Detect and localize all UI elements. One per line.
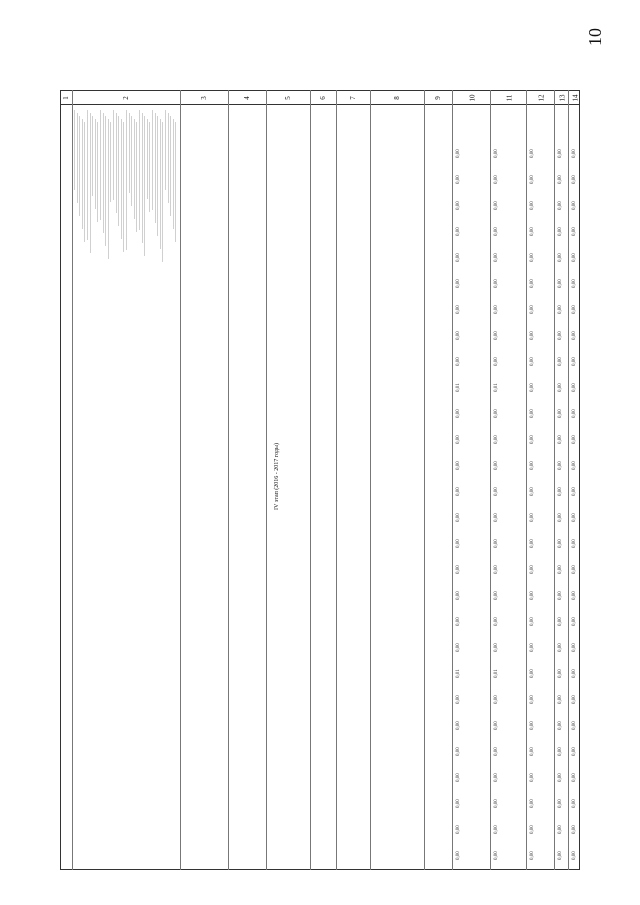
value-cell: 0,00 <box>456 331 461 340</box>
column-divider <box>72 90 73 870</box>
value-cell: 0,00 <box>456 799 461 808</box>
value-cell: 0,00 <box>530 695 535 704</box>
row-text-mark <box>79 116 80 216</box>
column-divider <box>526 90 527 870</box>
value-cell: 0,00 <box>572 305 577 314</box>
value-cell: 0,00 <box>530 227 535 236</box>
value-cell: 0,00 <box>530 383 535 392</box>
value-cell: 0,00 <box>456 227 461 236</box>
value-cell: 0,00 <box>572 253 577 262</box>
value-cell: 0,00 <box>530 721 535 730</box>
value-cell: 0,00 <box>558 799 563 808</box>
column-divider <box>490 90 491 870</box>
value-cell: 0,00 <box>572 487 577 496</box>
value-cell: 0,00 <box>558 539 563 548</box>
value-cell: 0,00 <box>558 565 563 574</box>
value-cell: 0,00 <box>558 201 563 210</box>
row-text-mark <box>116 113 117 213</box>
value-cell: 0,00 <box>572 331 577 340</box>
value-cell: 0,00 <box>530 591 535 600</box>
row-text-mark <box>142 113 143 243</box>
value-cell: 0,00 <box>494 539 499 548</box>
value-cell: 0,00 <box>558 227 563 236</box>
row-text-mark <box>121 119 122 239</box>
value-cell: 0,00 <box>530 851 535 860</box>
value-cell: 0,00 <box>530 461 535 470</box>
value-cell: 0,01 <box>456 383 461 392</box>
value-cell: 0,00 <box>558 175 563 184</box>
value-cell: 0,00 <box>530 513 535 522</box>
column-divider <box>180 90 181 870</box>
value-cell: 0,01 <box>494 669 499 678</box>
column-header: 14 <box>571 94 580 102</box>
column-header: 12 <box>537 94 546 102</box>
value-cell: 0,00 <box>530 825 535 834</box>
value-cell: 0,00 <box>530 773 535 782</box>
value-cell: 0,00 <box>494 279 499 288</box>
column-divider <box>370 90 371 870</box>
value-cell: 0,00 <box>456 851 461 860</box>
value-cell: 0,00 <box>456 201 461 210</box>
column-header: 10 <box>468 94 477 102</box>
value-cell: 0,00 <box>572 591 577 600</box>
value-cell: 0,00 <box>456 539 461 548</box>
column-divider <box>554 90 555 870</box>
value-cell: 0,00 <box>530 149 535 158</box>
value-cell: 0,00 <box>572 461 577 470</box>
value-cell: 0,00 <box>572 383 577 392</box>
row-text-mark <box>118 116 119 226</box>
value-cell: 0,00 <box>494 461 499 470</box>
column-header: 1 <box>61 96 70 100</box>
table-top-border <box>60 90 580 91</box>
value-cell: 0,00 <box>494 591 499 600</box>
value-cell: 0,00 <box>558 487 563 496</box>
value-cell: 0,00 <box>530 357 535 366</box>
column-header: 13 <box>558 94 567 102</box>
row-text-mark <box>74 110 75 190</box>
value-cell: 0,00 <box>558 591 563 600</box>
value-cell: 0,00 <box>494 201 499 210</box>
row-text-mark <box>160 119 161 249</box>
column-header: 9 <box>433 96 442 100</box>
row-text-mark <box>77 113 78 203</box>
value-cell: 0,00 <box>530 669 535 678</box>
row-text-mark <box>168 113 169 203</box>
value-cell: 0,00 <box>494 487 499 496</box>
value-cell: 0,00 <box>558 357 563 366</box>
value-cell: 0,00 <box>494 409 499 418</box>
row-text-mark <box>144 116 145 256</box>
column-divider <box>424 90 425 870</box>
column-header: 2 <box>121 96 130 100</box>
row-text-mark <box>136 122 137 232</box>
value-cell: 0,00 <box>572 825 577 834</box>
value-cell: 0,00 <box>456 591 461 600</box>
row-text-mark <box>152 110 153 210</box>
row-text-mark <box>131 116 132 206</box>
column-header: 6 <box>318 96 327 100</box>
value-cell: 0,00 <box>558 695 563 704</box>
value-cell: 0,00 <box>530 435 535 444</box>
value-cell: 0,00 <box>558 851 563 860</box>
row-text-mark <box>149 122 150 212</box>
value-cell: 0,00 <box>558 825 563 834</box>
value-cell: 0,00 <box>494 175 499 184</box>
value-cell: 0,00 <box>558 773 563 782</box>
value-cell: 0,00 <box>456 695 461 704</box>
value-cell: 0,00 <box>494 227 499 236</box>
row-text-mark <box>82 119 83 229</box>
value-cell: 0,00 <box>572 435 577 444</box>
value-cell: 0,00 <box>572 227 577 236</box>
value-cell: 0,00 <box>456 279 461 288</box>
page-number: 10 <box>585 28 605 46</box>
value-cell: 0,00 <box>572 773 577 782</box>
row-text-mark <box>175 122 176 242</box>
value-cell: 0,00 <box>456 721 461 730</box>
value-cell: 0,00 <box>456 435 461 444</box>
value-cell: 0,00 <box>530 565 535 574</box>
column-divider <box>310 90 311 870</box>
column-header: 5 <box>283 96 292 100</box>
value-cell: 0,00 <box>456 149 461 158</box>
value-cell: 0,00 <box>530 487 535 496</box>
value-cell: 0,00 <box>530 643 535 652</box>
value-cell: 0,00 <box>494 747 499 756</box>
value-cell: 0,00 <box>572 617 577 626</box>
value-cell: 0,00 <box>572 409 577 418</box>
value-cell: 0,00 <box>572 357 577 366</box>
value-cell: 0,00 <box>494 331 499 340</box>
row-text-mark <box>92 116 93 196</box>
value-cell: 0,00 <box>530 539 535 548</box>
row-text-mark <box>147 119 148 199</box>
value-cell: 0,00 <box>558 721 563 730</box>
value-cell: 0,00 <box>572 175 577 184</box>
value-cell: 0,00 <box>572 149 577 158</box>
value-cell: 0,00 <box>572 799 577 808</box>
value-cell: 0,00 <box>530 747 535 756</box>
value-cell: 0,00 <box>572 201 577 210</box>
value-cell: 0,00 <box>456 565 461 574</box>
rotated-table <box>60 90 580 870</box>
value-cell: 0,00 <box>558 331 563 340</box>
value-cell: 0,00 <box>558 383 563 392</box>
value-cell: 0,00 <box>456 643 461 652</box>
value-cell: 0,00 <box>558 617 563 626</box>
value-cell: 0,00 <box>572 539 577 548</box>
row-text-mark <box>108 119 109 259</box>
value-cell: 0,01 <box>456 669 461 678</box>
value-cell: 0,00 <box>572 279 577 288</box>
row-text-mark <box>170 116 171 216</box>
value-cell: 0,00 <box>456 253 461 262</box>
table-bottom-border <box>60 869 580 870</box>
value-cell: 0,00 <box>558 747 563 756</box>
column-header: 11 <box>505 94 514 102</box>
column-divider <box>228 90 229 870</box>
table-left-border <box>60 90 61 870</box>
row-text-mark <box>103 113 104 233</box>
value-cell: 0,00 <box>494 435 499 444</box>
value-cell: 0,00 <box>530 201 535 210</box>
value-cell: 0,00 <box>494 825 499 834</box>
value-cell: 0,00 <box>558 513 563 522</box>
row-text-mark <box>129 113 130 193</box>
table-right-border <box>579 90 580 870</box>
row-text-mark <box>155 113 156 223</box>
value-cell: 0,00 <box>558 409 563 418</box>
column-header: 8 <box>392 96 401 100</box>
value-cell: 0,00 <box>494 851 499 860</box>
value-cell: 0,01 <box>494 383 499 392</box>
row-text-mark <box>113 110 114 200</box>
value-cell: 0,00 <box>572 851 577 860</box>
value-cell: 0,00 <box>558 253 563 262</box>
value-cell: 0,00 <box>456 513 461 522</box>
value-cell: 0,00 <box>494 253 499 262</box>
value-cell: 0,00 <box>530 617 535 626</box>
value-cell: 0,00 <box>572 721 577 730</box>
row-text-mark <box>134 119 135 219</box>
value-cell: 0,00 <box>494 149 499 158</box>
value-cell: 0,00 <box>572 565 577 574</box>
value-cell: 0,00 <box>558 149 563 158</box>
table-header-border <box>60 104 580 105</box>
row-text-mark <box>84 122 85 242</box>
value-cell: 0,00 <box>572 669 577 678</box>
value-cell: 0,00 <box>456 305 461 314</box>
value-cell: 0,00 <box>456 461 461 470</box>
row-text-mark <box>100 110 101 220</box>
row-text-mark <box>139 110 140 230</box>
column-divider <box>568 90 569 870</box>
value-cell: 0,00 <box>494 305 499 314</box>
value-cell: 0,00 <box>494 357 499 366</box>
value-cell: 0,00 <box>456 747 461 756</box>
value-cell: 0,00 <box>558 435 563 444</box>
value-cell: 0,00 <box>558 669 563 678</box>
column-header: 4 <box>242 96 251 100</box>
row-text-mark <box>95 119 96 209</box>
value-cell: 0,00 <box>530 305 535 314</box>
value-cell: 0,00 <box>494 565 499 574</box>
value-cell: 0,00 <box>456 825 461 834</box>
value-cell: 0,00 <box>530 409 535 418</box>
row-text-mark <box>157 116 158 236</box>
value-cell: 0,00 <box>494 721 499 730</box>
value-cell: 0,00 <box>558 305 563 314</box>
column-divider <box>266 90 267 870</box>
column-divider <box>336 90 337 870</box>
column-divider <box>452 90 453 870</box>
row-text-mark <box>110 122 111 202</box>
value-cell: 0,00 <box>456 409 461 418</box>
value-cell: 0,00 <box>572 643 577 652</box>
row-text-mark <box>97 122 98 222</box>
section-caption: IV этап (2016 - 2017 годы) <box>274 442 280 510</box>
row-text-mark <box>173 119 174 229</box>
value-cell: 0,00 <box>494 513 499 522</box>
value-cell: 0,00 <box>494 799 499 808</box>
value-cell: 0,00 <box>456 773 461 782</box>
value-cell: 0,00 <box>572 695 577 704</box>
value-cell: 0,00 <box>530 253 535 262</box>
row-text-mark <box>87 110 88 240</box>
column-header: 7 <box>348 96 357 100</box>
row-text-mark <box>123 122 124 252</box>
value-cell: 0,00 <box>558 643 563 652</box>
row-text-mark <box>165 110 166 190</box>
value-cell: 0,00 <box>494 617 499 626</box>
value-cell: 0,00 <box>494 773 499 782</box>
value-cell: 0,00 <box>558 279 563 288</box>
value-cell: 0,00 <box>494 643 499 652</box>
row-text-mark <box>90 113 91 253</box>
row-text-mark <box>105 116 106 246</box>
value-cell: 0,00 <box>494 695 499 704</box>
value-cell: 0,00 <box>456 617 461 626</box>
value-cell: 0,00 <box>456 487 461 496</box>
value-cell: 0,00 <box>530 175 535 184</box>
value-cell: 0,00 <box>456 175 461 184</box>
value-cell: 0,00 <box>530 331 535 340</box>
value-cell: 0,00 <box>558 461 563 470</box>
column-header: 3 <box>199 96 208 100</box>
value-cell: 0,00 <box>530 279 535 288</box>
row-text-mark <box>126 110 127 250</box>
row-text-mark <box>162 122 163 262</box>
value-cell: 0,00 <box>572 513 577 522</box>
value-cell: 0,00 <box>456 357 461 366</box>
value-cell: 0,00 <box>530 799 535 808</box>
value-cell: 0,00 <box>572 747 577 756</box>
